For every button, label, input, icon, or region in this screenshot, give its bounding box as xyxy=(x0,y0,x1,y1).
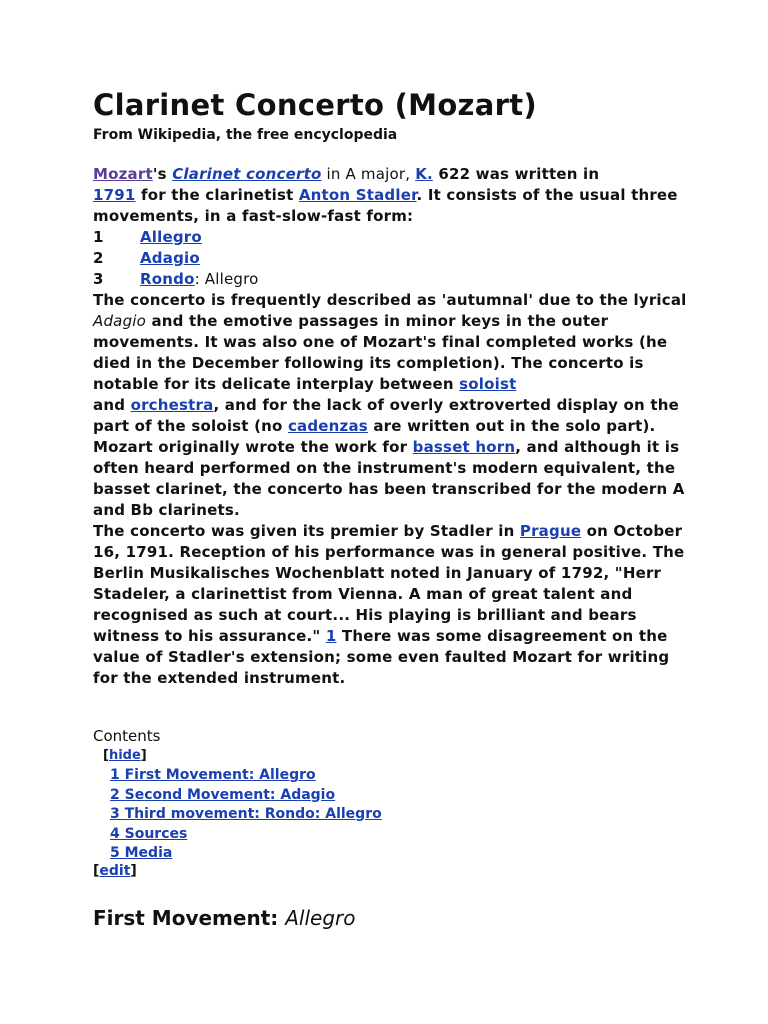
intro-text: 's xyxy=(152,165,173,183)
intro-paragraph xyxy=(93,164,693,227)
cadenzas-link[interactable]: cadenzas xyxy=(287,417,368,435)
movement-number: 2 xyxy=(93,249,104,267)
bracket: [ xyxy=(93,863,100,879)
page-subtitle: From Wikipedia, the free encyclopedia xyxy=(93,127,398,143)
intro-text: in A major, xyxy=(321,165,416,183)
k-link[interactable]: K. xyxy=(415,165,433,183)
adagio-italic: Adagio xyxy=(93,312,147,330)
movement-item xyxy=(93,269,693,290)
movement-adagio-link[interactable]: Adagio xyxy=(140,249,200,267)
intro-text: for the clarinetist xyxy=(135,186,299,204)
edit-section xyxy=(93,863,137,879)
edit-link[interactable]: edit xyxy=(99,863,131,879)
paragraph-text: The concerto was given its premier by Stadler in xyxy=(93,522,520,540)
toc-item-second-movement[interactable]: 2 Second Movement: Adagio xyxy=(110,786,336,803)
mozart-link[interactable]: Mozart xyxy=(93,165,153,183)
year-1791-link[interactable]: 1791 xyxy=(93,186,136,204)
section-heading-first-movement xyxy=(93,906,355,930)
movement-number: 1 xyxy=(93,228,104,246)
section-heading-italic: Allegro xyxy=(285,906,356,930)
movement-item xyxy=(93,227,693,248)
clarinet-concerto-link-label: Clarinet concerto xyxy=(172,165,322,183)
paragraph-text: and xyxy=(93,396,131,414)
prague-link[interactable]: Prague xyxy=(519,522,582,540)
paragraph-text: There was some disagreement on the value of Stadler's extension; some even faulted Mozart for writing for the extended instrument. xyxy=(93,627,670,687)
bracket: ] xyxy=(130,863,137,879)
movement-number: 3 xyxy=(93,270,104,288)
paragraph-text: , and for the lack of overly extroverted display on the part of the soloist (no xyxy=(93,396,679,435)
clarinet-concerto-link[interactable] xyxy=(172,165,321,183)
paragraph-premier xyxy=(93,521,693,689)
toc-item-first-movement[interactable]: 1 First Movement: Allegro xyxy=(110,767,316,783)
intro-text: . It consists of the usual three movements, in a fast-slow-fast form: xyxy=(93,186,678,225)
paragraph-text: Mozart originally wrote the work for xyxy=(93,438,413,456)
soloist-link[interactable]: soloist xyxy=(459,375,517,393)
movement-rondo-link[interactable]: Rondo xyxy=(140,270,195,288)
anton-stadler-link[interactable]: Anton Stadler xyxy=(298,186,417,204)
contents-toggle xyxy=(103,748,147,763)
table-of-contents xyxy=(110,766,382,864)
reference-1-link[interactable]: 1 xyxy=(325,627,337,645)
paragraph-autumnal xyxy=(93,290,693,437)
paragraph-text: The concerto is frequently described as 'autumnal' due to the lyrical xyxy=(93,291,687,309)
article-body xyxy=(93,164,693,689)
orchestra-link[interactable]: orchestra xyxy=(130,396,214,414)
toc-item-third-movement[interactable]: 3 Third movement: Rondo: Allegro xyxy=(110,806,382,822)
section-heading-text: First Movement: xyxy=(93,906,286,930)
paragraph-text: , and although it is often heard performed on the instrument's modern equivalent, the basset clarinet, the concerto has been transcribed for the modern A and Bb clarinets. xyxy=(93,438,685,519)
hide-toc-link[interactable]: hide xyxy=(108,748,141,763)
movement-rest: : Allegro xyxy=(194,270,259,288)
bracket: [ xyxy=(103,748,109,763)
intro-text: 622 was written in xyxy=(432,165,600,183)
toc-item-media[interactable]: 5 Media xyxy=(110,845,173,861)
basset-horn-link[interactable]: basset horn xyxy=(412,438,516,456)
paragraph-basset-horn xyxy=(93,437,693,521)
page-title: Clarinet Concerto (Mozart) xyxy=(93,88,537,122)
paragraph-text: and the emotive passages in minor keys in the outer movements. It was also one of Mozart's final completed works (he died in the December following its completion). The concerto is notable for its delicate interplay between xyxy=(93,312,668,393)
toc-item-sources[interactable]: 4 Sources xyxy=(110,825,188,842)
paragraph-text: on October 16, 1791. Reception of his performance was in general positive. The Berlin Musikalisches Wochenblatt noted in January of 1792, "Herr Stadeler, a clarinettist from Vienna. A man of great talent and recognised as such at court... His playing is brilliant and bears witness to his assurance." xyxy=(93,522,685,645)
movement-item xyxy=(93,248,693,269)
bracket: ] xyxy=(140,748,147,763)
movement-allegro-link[interactable]: Allegro xyxy=(140,228,202,246)
paragraph-text: are written out in the solo part). xyxy=(367,417,656,435)
contents-title: Contents xyxy=(93,727,161,745)
